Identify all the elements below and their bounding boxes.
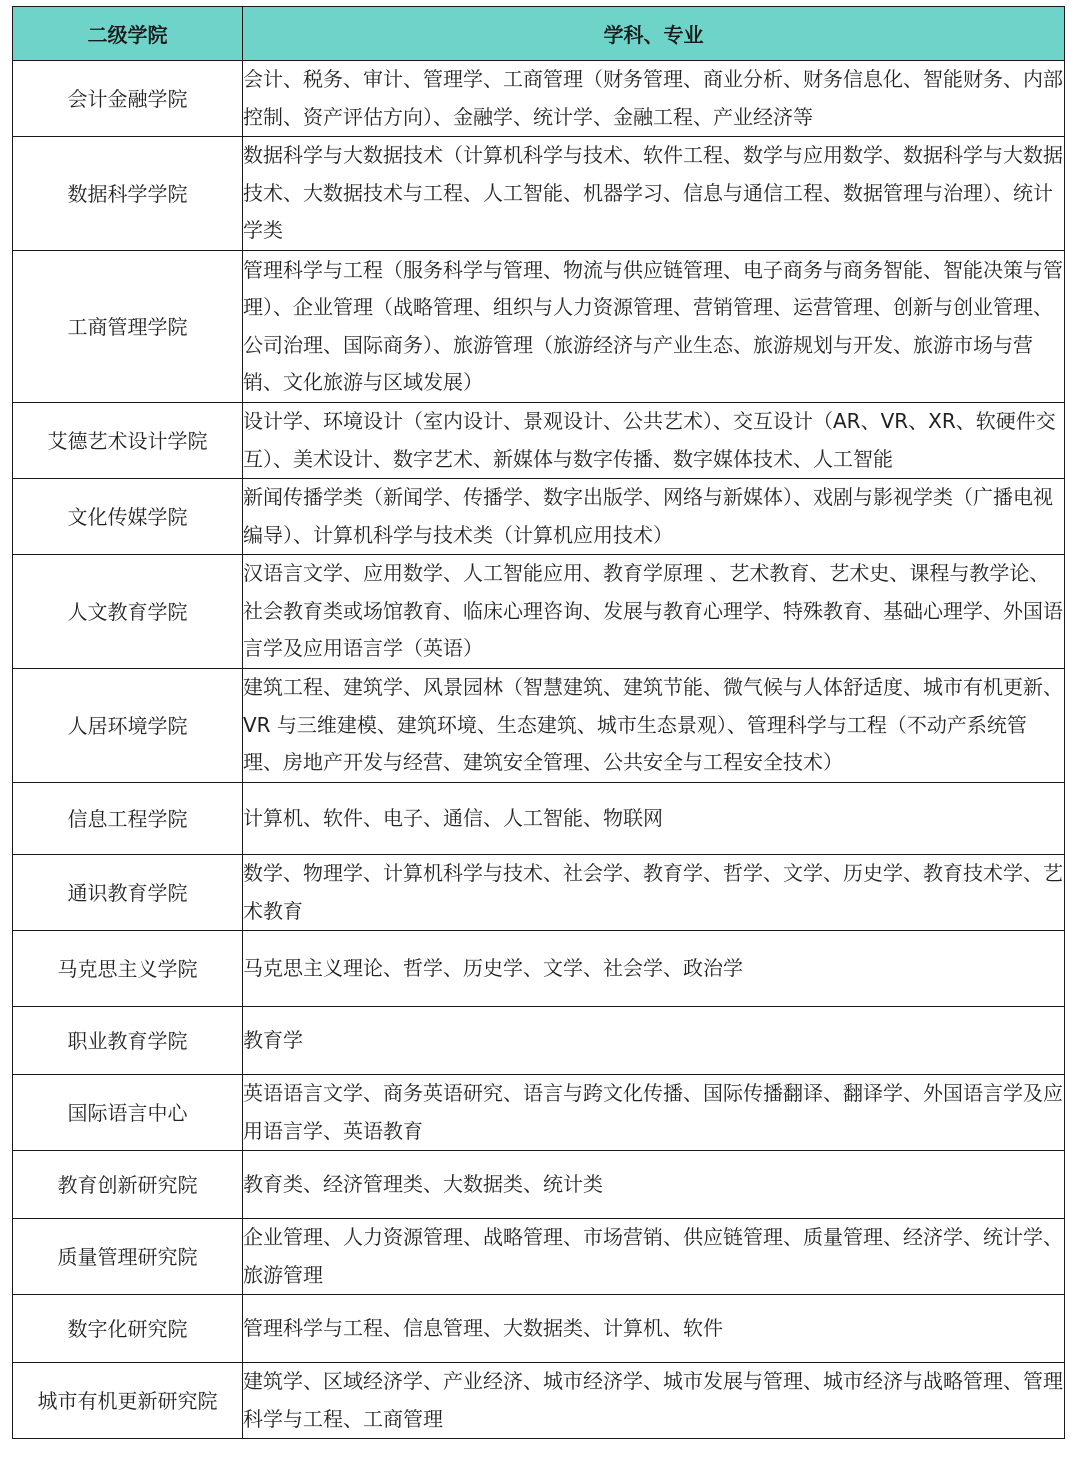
table-row	[13, 931, 1065, 1007]
table-row	[13, 783, 1065, 855]
college-name-cell: 数据科学学院	[13, 137, 243, 251]
college-name-cell: 工商管理学院	[13, 251, 243, 403]
table-body	[13, 61, 1065, 1439]
header-row	[13, 7, 1065, 61]
table-row	[13, 1363, 1065, 1439]
table-row	[13, 1151, 1065, 1219]
majors-cell: 设计学、环境设计（室内设计、景观设计、公共艺术）、交互设计（AR、VR、XR、软硬件交互）、美术设计、数字艺术、新媒体与数字传播、数字媒体技术、人工智能	[243, 403, 1065, 479]
college-name-cell: 人居环境学院	[13, 669, 243, 783]
table-row	[13, 855, 1065, 931]
college-name-cell: 会计金融学院	[13, 61, 243, 137]
header-majors: 学科、专业	[243, 7, 1065, 61]
colleges-majors-table	[12, 6, 1065, 1439]
table-row	[13, 403, 1065, 479]
majors-cell: 管理科学与工程、信息管理、大数据类、计算机、软件	[243, 1295, 1065, 1363]
majors-cell: 数据科学与大数据技术（计算机科学与技术、软件工程、数学与应用数学、数据科学与大数据技术、大数据技术与工程、人工智能、机器学习、信息与通信工程、数据管理与治理）、统计学类	[243, 137, 1065, 251]
majors-cell: 教育类、经济管理类、大数据类、统计类	[243, 1151, 1065, 1219]
majors-cell: 新闻传播学类（新闻学、传播学、数字出版学、网络与新媒体）、戏剧与影视学类（广播电视编导）、计算机科学与技术类（计算机应用技术）	[243, 479, 1065, 555]
majors-cell: 管理科学与工程（服务科学与管理、物流与供应链管理、电子商务与商务智能、智能决策与管理）、企业管理（战略管理、组织与人力资源管理、营销管理、运营管理、创新与创业管理、公司治理、国际商务）、旅游管理（旅游经济与产业生态、旅游规划与开发、旅游市场与营销、文化旅游与区域发展）	[243, 251, 1065, 403]
table-row	[13, 669, 1065, 783]
majors-cell: 马克思主义理论、哲学、历史学、文学、社会学、政治学	[243, 931, 1065, 1007]
college-name-cell: 马克思主义学院	[13, 931, 243, 1007]
table-row	[13, 251, 1065, 403]
college-name-cell: 人文教育学院	[13, 555, 243, 669]
majors-cell: 建筑工程、建筑学、风景园林（智慧建筑、建筑节能、微气候与人体舒适度、城市有机更新、VR 与三维建模、建筑环境、生态建筑、城市生态景观）、管理科学与工程（不动产系统管理、房地产开发与经营、建筑安全管理、公共安全与工程安全技术）	[243, 669, 1065, 783]
table-row	[13, 1219, 1065, 1295]
table-row	[13, 61, 1065, 137]
majors-cell: 企业管理、人力资源管理、战略管理、市场营销、供应链管理、质量管理、经济学、统计学、旅游管理	[243, 1219, 1065, 1295]
table-header	[13, 7, 1065, 61]
college-name-cell: 教育创新研究院	[13, 1151, 243, 1219]
majors-cell: 汉语言文学、应用数学、人工智能应用、教育学原理 、艺术教育、艺术史、课程与教学论、社会教育类或场馆教育、临床心理咨询、发展与教育心理学、特殊教育、基础心理学、外国语言学及应用语言学（英语）	[243, 555, 1065, 669]
header-college: 二级学院	[13, 7, 243, 61]
majors-cell: 计算机、软件、电子、通信、人工智能、物联网	[243, 783, 1065, 855]
majors-cell: 数学、物理学、计算机科学与技术、社会学、教育学、哲学、文学、历史学、教育技术学、艺术教育	[243, 855, 1065, 931]
majors-cell: 教育学	[243, 1007, 1065, 1075]
college-name-cell: 城市有机更新研究院	[13, 1363, 243, 1439]
college-name-cell: 数字化研究院	[13, 1295, 243, 1363]
college-name-cell: 通识教育学院	[13, 855, 243, 931]
majors-cell: 会计、税务、审计、管理学、工商管理（财务管理、商业分析、财务信息化、智能财务、内部控制、资产评估方向）、金融学、统计学、金融工程、产业经济等	[243, 61, 1065, 137]
college-name-cell: 艾德艺术设计学院	[13, 403, 243, 479]
table-row	[13, 1075, 1065, 1151]
table-row	[13, 555, 1065, 669]
table-row	[13, 1007, 1065, 1075]
table-row	[13, 479, 1065, 555]
college-name-cell: 职业教育学院	[13, 1007, 243, 1075]
college-name-cell: 信息工程学院	[13, 783, 243, 855]
table-row	[13, 1295, 1065, 1363]
majors-cell: 英语语言文学、商务英语研究、语言与跨文化传播、国际传播翻译、翻译学、外国语言学及应用语言学、英语教育	[243, 1075, 1065, 1151]
college-name-cell: 文化传媒学院	[13, 479, 243, 555]
college-name-cell: 国际语言中心	[13, 1075, 243, 1151]
table-row	[13, 137, 1065, 251]
majors-cell: 建筑学、区域经济学、产业经济、城市经济学、城市发展与管理、城市经济与战略管理、管理科学与工程、工商管理	[243, 1363, 1065, 1439]
college-name-cell: 质量管理研究院	[13, 1219, 243, 1295]
